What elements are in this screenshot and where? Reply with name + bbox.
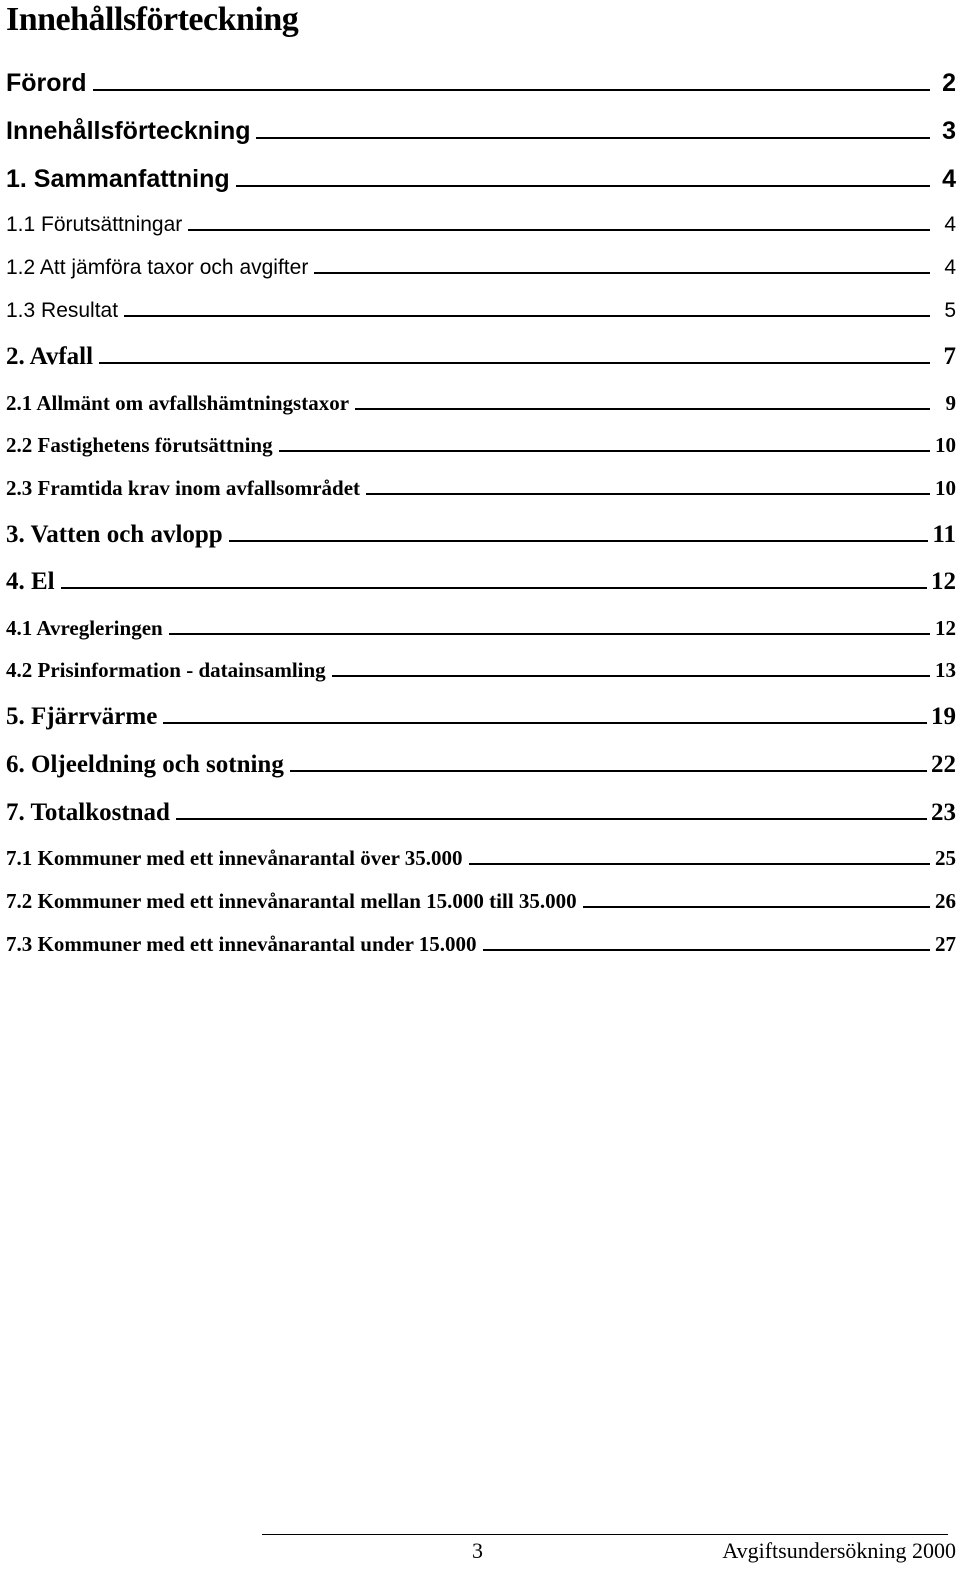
toc-leader-line xyxy=(229,540,929,542)
toc-leader-line xyxy=(99,362,930,364)
toc-leader-line xyxy=(583,906,930,908)
toc-entry-label: 7.2 Kommuner med ett innevånarantal mellan 15.000 till 35.000 xyxy=(6,889,577,913)
toc-entry-label: 1.2 Att jämföra taxor och avgifter xyxy=(6,256,309,279)
toc-entry-label: 7.3 Kommuner med ett innevånarantal under 15.000 xyxy=(6,932,477,956)
toc-entry-kommuner-mellan[interactable] xyxy=(6,888,956,914)
toc-leader-line xyxy=(483,949,930,951)
toc-entry-forord[interactable] xyxy=(6,68,956,98)
toc-entry-oljeeldning[interactable] xyxy=(6,750,956,780)
toc-leader-line xyxy=(163,722,927,724)
toc-leader-line xyxy=(469,863,930,865)
toc-entry-label: 3. Vatten och avlopp xyxy=(6,521,223,548)
toc-entry-page: 4 xyxy=(944,256,956,279)
toc-entry-page: 13 xyxy=(935,658,956,682)
toc-entry-label: 1.3 Resultat xyxy=(6,299,119,322)
toc-entry-page: 27 xyxy=(935,932,956,956)
toc-entry-prisinformation[interactable] xyxy=(6,657,956,683)
footer-page-number: 3 xyxy=(472,1538,483,1563)
toc-entry-label: 5. Fjärrvärme xyxy=(6,703,158,730)
toc-entry-label: 4.1 Avregleringen xyxy=(6,616,163,640)
toc-leader-line xyxy=(314,272,930,274)
toc-leader-line xyxy=(355,408,930,410)
toc-entry-totalkostnad[interactable] xyxy=(6,798,956,828)
footer-rule xyxy=(262,1534,948,1535)
toc-leader-line xyxy=(256,137,930,139)
toc-entry-label: 4. El xyxy=(6,568,55,595)
toc-entry-framtida-krav[interactable] xyxy=(6,475,956,501)
toc-entry-label: 2.2 Fastighetens förutsättning xyxy=(6,433,273,457)
toc-entry-label: 4.2 Prisinformation - datainsamling xyxy=(6,658,326,682)
toc-leader-line xyxy=(236,185,930,187)
toc-entry-page: 3 xyxy=(942,117,956,145)
toc-entry-page: 19 xyxy=(931,703,956,730)
toc-leader-line xyxy=(124,315,930,317)
toc-entry-fastighetens-forutsattning[interactable] xyxy=(6,432,956,458)
toc-leader-line xyxy=(188,229,930,231)
toc-entry-label: 1. Sammanfattning xyxy=(6,165,230,193)
toc-entry-sammanfattning[interactable] xyxy=(6,164,956,194)
toc-entry-avregleringen[interactable] xyxy=(6,615,956,641)
toc-entry-page: 5 xyxy=(944,299,956,322)
toc-leader-line xyxy=(176,818,927,820)
toc-entry-label: 2.1 Allmänt om avfallshämtningstaxor xyxy=(6,391,350,415)
toc-entry-page: 7 xyxy=(943,343,956,370)
footer-document-name: Avgiftsundersökning 2000 xyxy=(722,1538,956,1563)
toc-entry-label: 2. Avfall xyxy=(6,343,94,370)
toc-entry-kommuner-under-15000[interactable] xyxy=(6,931,956,957)
toc-entry-label: 1.1 Förutsättningar xyxy=(6,213,183,236)
toc-entry-innehallsforteckning[interactable] xyxy=(6,116,956,146)
toc-entry-avfall[interactable] xyxy=(6,342,956,372)
toc-leader-line xyxy=(279,450,930,452)
toc-entry-page: 22 xyxy=(931,751,956,778)
toc-title: Innehållsförteckning xyxy=(6,1,299,38)
toc-entry-kommuner-over-35000[interactable] xyxy=(6,845,956,871)
toc-entry-page: 26 xyxy=(935,889,956,913)
toc-entry-avfallshamtningstaxor[interactable] xyxy=(6,390,956,416)
toc-entry-page: 10 xyxy=(935,433,956,457)
toc-entry-page: 23 xyxy=(931,799,956,826)
toc-entry-page: 25 xyxy=(935,846,956,870)
toc-entry-page: 12 xyxy=(935,616,956,640)
toc-entry-resultat[interactable] xyxy=(6,298,956,324)
toc-entry-page: 2 xyxy=(942,69,956,97)
toc-entry-page: 9 xyxy=(945,391,956,415)
toc-entry-label: Innehållsförteckning xyxy=(6,117,251,145)
toc-entry-label: 2.3 Framtida krav inom avfallsområdet xyxy=(6,476,361,500)
toc-entry-label: 6. Oljeeldning och sotning xyxy=(6,751,284,778)
toc-leader-line xyxy=(93,89,930,91)
toc-entry-page: 11 xyxy=(932,521,956,548)
toc-entry-page: 10 xyxy=(935,476,956,500)
toc-entry-fjarrvarme[interactable] xyxy=(6,702,956,732)
toc-leader-line xyxy=(332,675,930,677)
toc-leader-line xyxy=(290,770,927,772)
toc-entry-jamfora-taxor[interactable] xyxy=(6,255,956,281)
toc-entry-label: 7. Totalkostnad xyxy=(6,799,170,826)
toc-entry-label: Förord xyxy=(6,69,87,97)
toc-entry-forutsattningar[interactable] xyxy=(6,212,956,238)
toc-entry-page: 4 xyxy=(942,165,956,193)
toc-leader-line xyxy=(366,493,930,495)
toc-leader-line xyxy=(61,587,927,589)
toc-entry-page: 4 xyxy=(944,213,956,236)
toc-entry-page: 12 xyxy=(931,568,956,595)
toc-entry-vatten-och-avlopp[interactable] xyxy=(6,520,956,550)
toc-leader-line xyxy=(169,633,930,635)
toc-entry-label: 7.1 Kommuner med ett innevånarantal över 35.000 xyxy=(6,846,463,870)
toc-entry-el[interactable] xyxy=(6,567,956,597)
